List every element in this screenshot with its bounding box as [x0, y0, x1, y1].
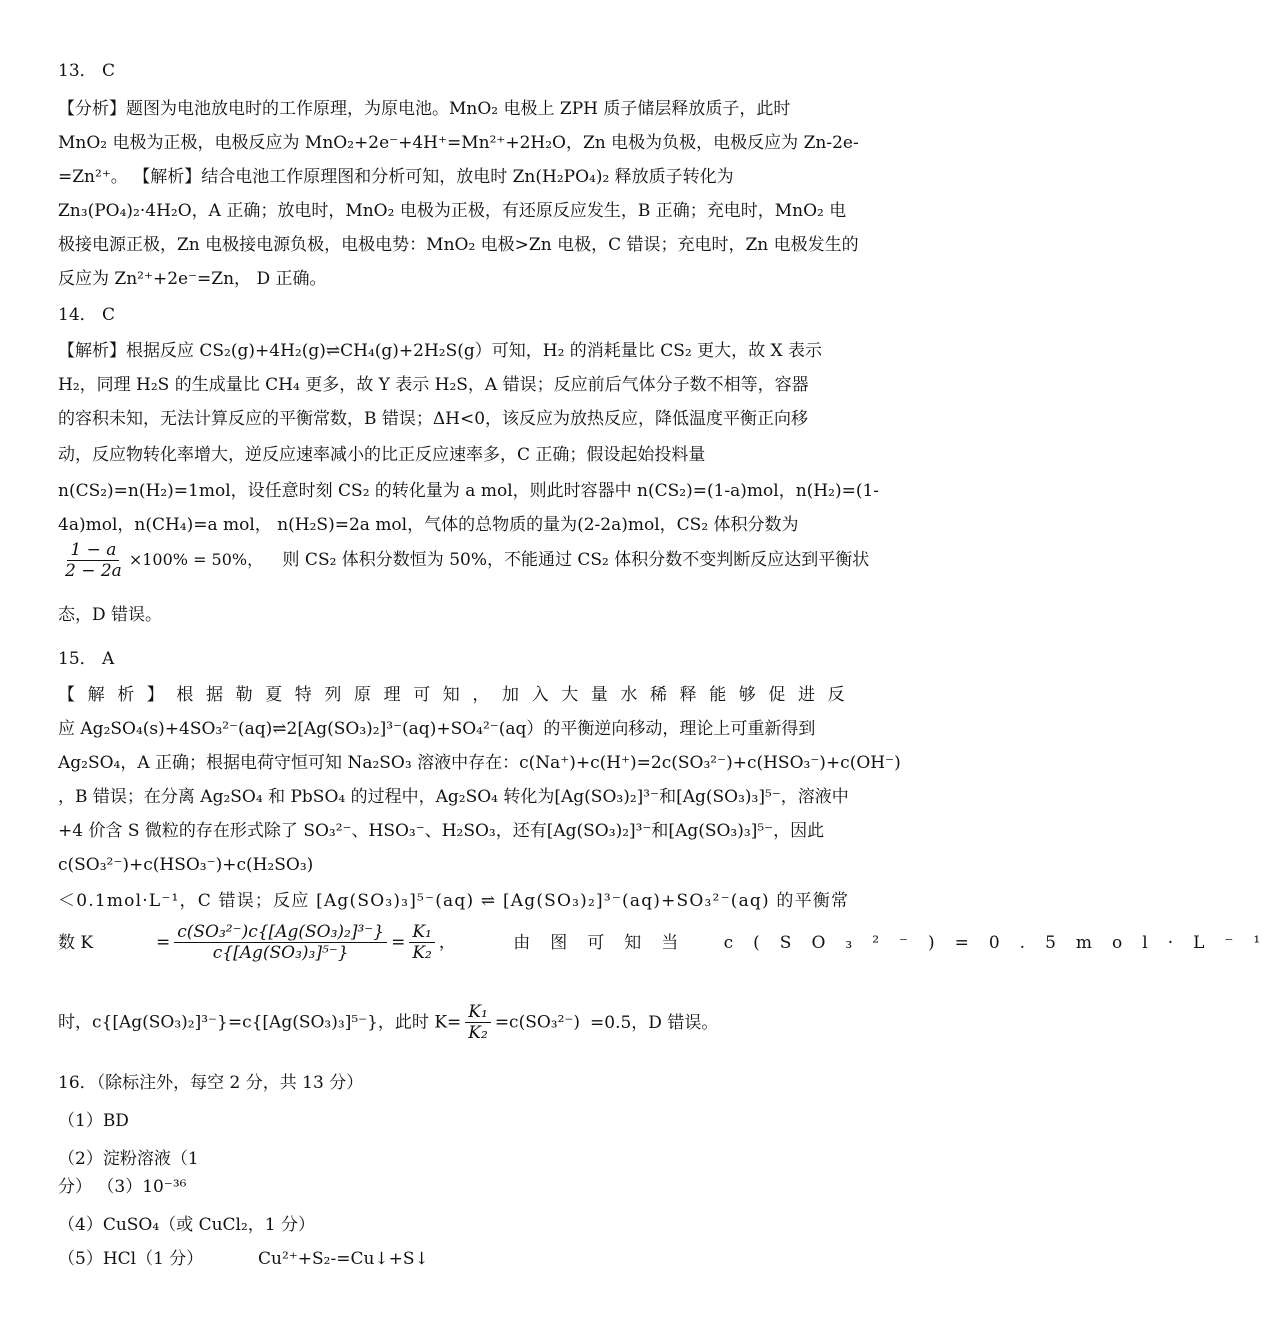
q16-answer-5-equation: Cu²⁺+S₂-=Cu↓+S↓ [258, 1249, 429, 1269]
q15-line-9b: =0.5，D 错误。 [590, 1012, 719, 1033]
q15-k-ratio-numerator: K₁ [409, 922, 435, 943]
q13-line-4: Zn₃(PO₄)₂·4H₂O，A 正确；放电时，MnO₂ 电极为正极，有还原反应发生，B 正确；充电时，MnO₂ 电 [58, 201, 847, 221]
q15-line-4: ，B 错误；在分离 Ag₂SO₄ 和 PbSO₄ 的过程中，Ag₂SO₄ 转化为[Ag(SO₃)₂]³⁻和[Ag(SO₃)₃]⁵⁻，溶液中 [58, 787, 849, 807]
q15-k-denominator: c{[Ag(SO₃)₃]⁵⁻} [212, 943, 349, 963]
q14-fraction-numerator: 1 − a [67, 540, 119, 561]
q15-line-6: c(SO₃²⁻)+c(HSO₃⁻)+c(H₂SO₃) [58, 855, 314, 875]
q15-k-label: 数 K [58, 932, 94, 953]
q15-line-9: 时，c{[Ag(SO₃)₂]³⁻}=c{[Ag(SO₃)₃]⁵⁻}，此时 K= $\frac{\text{K₁}}{\text{K₂}}$ =c(SO₃²⁻) =0.5，D 错误。 [58, 1002, 719, 1043]
q14-line-1: 【解析】根据反应 CS₂(g)+4H₂(g)⇌CH₄(g)+2H₂S(g）可知，H₂ 的消耗量比 CS₂ 更大，故 X 表示 [58, 341, 822, 361]
q14-title: 14． C [58, 305, 116, 325]
q13-line-1: 【分析】题图为电池放电时的工作原理，为原电池。MnO₂ 电极上 ZPH 质子储层释放质子，此时 [58, 99, 791, 119]
q14-line-6: 4a)mol，n(CH₄)=a mol， n(H₂S)=2a mol，气体的总物质的量为(2-2a)mol，CS₂ 体积分数为 [58, 515, 799, 535]
q13-line-3: =Zn²⁺。 【解析】结合电池工作原理图和分析可知，放电时 Zn(H₂PO₄)₂ 释放质子转化为 [58, 167, 734, 187]
q15-line-8b: 由图可知当 c(SO₃²⁻)=0.5mol·L⁻¹ [513, 932, 1280, 953]
q13-line-2: MnO₂ 电极为正极，电极反应为 MnO₂+2e⁻+4H⁺=Mn²⁺+2H₂O，Zn 电极为负极，电极反应为 Zn-2e- [58, 133, 859, 153]
q13-line-5: 极接电源正极，Zn 电极接电源负极，电极电势：MnO₂ 电极>Zn 电极，C 错误；充电时，Zn 电极发生的 [58, 235, 859, 255]
q14-line-4: 动，反应物转化率增大，逆反应速率减小的比正反应速率多，C 正确；假设起始投料量 [58, 445, 706, 465]
q15-line-1: 【解析】根据勒夏特列原理可知，加入大量水稀释能够促进反 [58, 685, 858, 705]
q16-answer-2: （2）淀粉溶液（1 [58, 1149, 199, 1169]
q15-line-9-text: 时，c{[Ag(SO₃)₂]³⁻}=c{[Ag(SO₃)₃]⁵⁻}，此时 K [58, 1012, 448, 1033]
q15-title: 15． A [58, 649, 115, 669]
q15-k2-denominator: K₂ [468, 1023, 488, 1043]
q15-k-expression: 数 K = $\frac{\text{c(SO₃²⁻)c\{[Ag(SO₃)₂]³⁻\}}}{\text{c\{[Ag(SO₃)₃]⁵⁻\}}}$ = $\frac{\text{K₁}}{\text{K₂}}$ ， 由图可知当 c(SO₃²⁻)=0.5mol·L⁻¹ [58, 922, 1280, 963]
q15-line-5: +4 价含 S 微粒的存在形式除了 SO₃²⁻、HSO₃⁻、H₂SO₃，还有[Ag(SO₃)₂]³⁻和[Ag(SO₃)₃]⁵⁻，因此 [58, 821, 825, 841]
q14-line-2: H₂，同理 H₂S 的生成量比 CH₄ 更多，故 Y 表示 H₂S，A 错误；反应前后气体分子数不相等，容器 [58, 375, 809, 395]
q13-title: 13． C [58, 61, 116, 81]
q14-fraction-equation [58, 540, 869, 581]
q15-line-3: Ag₂SO₄，A 正确；根据电荷守恒可知 Na₂SO₃ 溶液中存在：c(Na⁺)+c(H⁺)=2c(SO₃²⁻)+c(HSO₃⁻)+c(OH⁻) [58, 753, 901, 773]
q15-k2-tail: =c(SO₃²⁻) [494, 1012, 581, 1033]
q15-k2-fraction [465, 1002, 491, 1043]
q14-line-8: 态，D 错误。 [58, 605, 163, 625]
q16-answer-5: （5）HCl（1 分） [58, 1249, 204, 1269]
q16-answer-4: （4）CuSO₄（或 CuCl₂，1 分） [58, 1215, 316, 1235]
q14-line-3: 的容积未知，无法计算反应的平衡常数，B 错误；ΔH<0，该反应为放热反应，降低温度平衡正向移 [58, 409, 809, 429]
q14-fraction [62, 540, 125, 581]
q14-fraction-tail: ×100% = 50%， [128, 550, 264, 569]
q15-k-numerator: c(SO₃²⁻)c{[Ag(SO₃)₂]³⁻} [174, 922, 387, 943]
q13-line-6: 反应为 Zn²⁺+2e⁻=Zn， D 正确。 [58, 269, 327, 289]
q14-fraction-denominator: 2 − 2a [65, 561, 122, 581]
q14-line-7: 则 CS₂ 体积分数恒为 50%，不能通过 CS₂ 体积分数不变判断反应达到平衡状 [282, 550, 870, 570]
q16-answer-3: 分） （3）10⁻³⁶ [58, 1177, 187, 1197]
q14-line-5: n(CS₂)=n(H₂)=1mol，设任意时刻 CS₂ 的转化量为 a mol，则此时容器中 n(CS₂)=(1-a)mol，n(H₂)=(1- [58, 481, 880, 501]
q16-answer-1: （1）BD [58, 1111, 129, 1131]
q15-k2-numerator: K₁ [465, 1002, 491, 1023]
q16-title: 16．（除标注外，每空 2 分，共 13 分） [58, 1073, 364, 1093]
q15-k-ratio-denominator: K₂ [412, 943, 432, 963]
q15-k-ratio [409, 922, 435, 963]
q15-k-fraction [174, 922, 387, 963]
q15-line-2: 应 Ag₂SO₄(s)+4SO₃²⁻(aq)⇌2[Ag(SO₃)₂]³⁻(aq)+SO₄²⁻(aq）的平衡逆向移动，理论上可重新得到 [58, 719, 816, 739]
q15-line-7: ＜0.1mol·L⁻¹，C 错误；反应 [Ag(SO₃)₃]⁵⁻(aq) ⇌ [Ag(SO₃)₂]³⁻(aq)+SO₃²⁻(aq) 的平衡常 [58, 891, 850, 911]
